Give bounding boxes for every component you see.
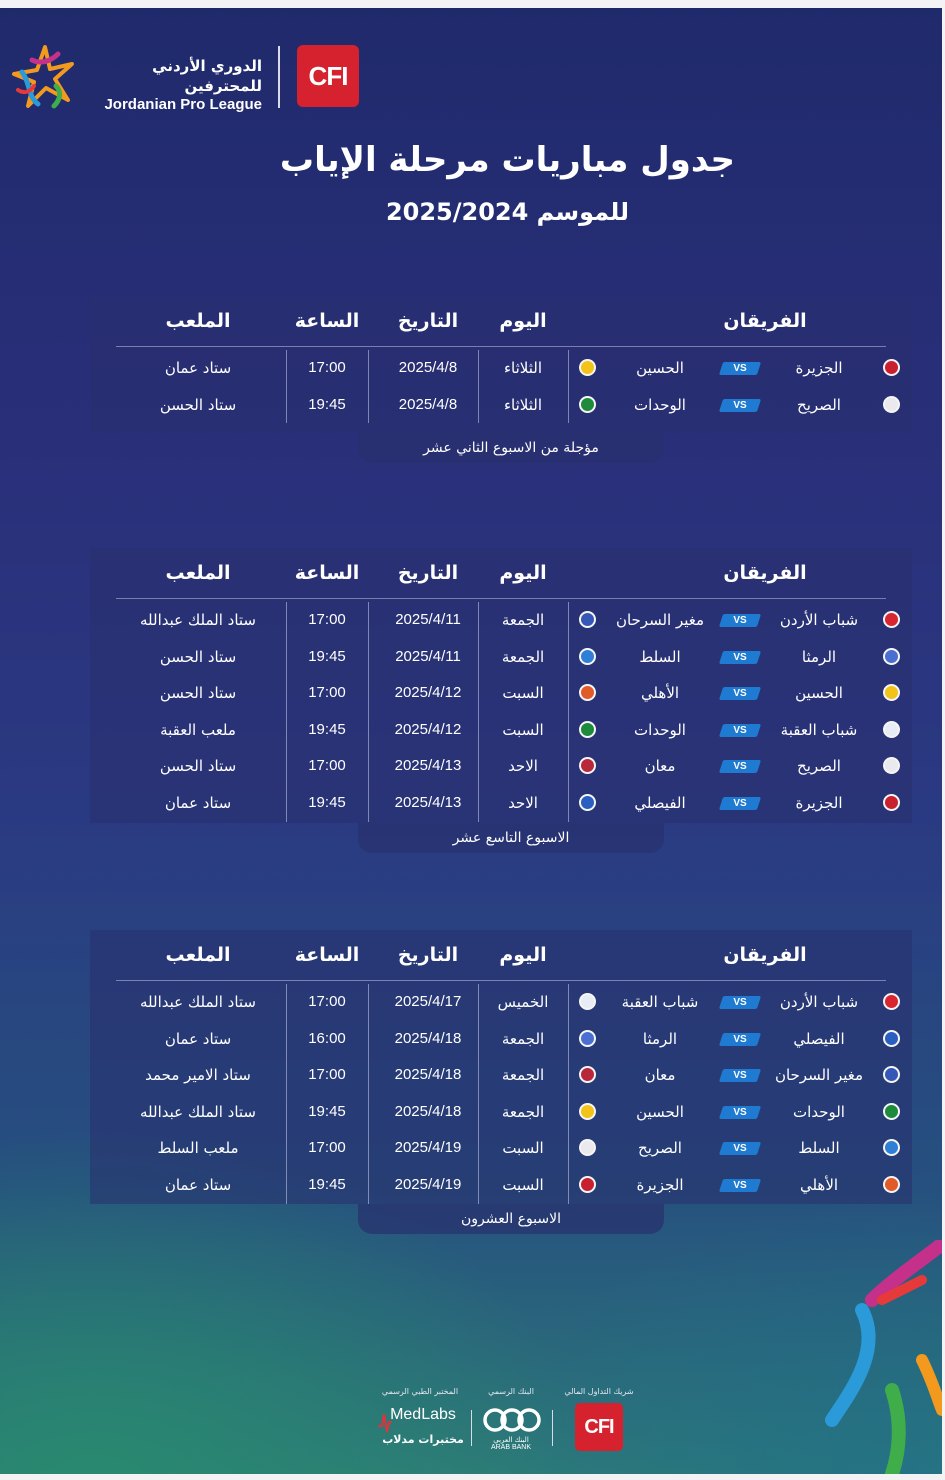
away-team-crest-icon bbox=[579, 648, 596, 665]
date-cell: 2025/4/13 bbox=[394, 794, 462, 811]
league-star-logo-icon bbox=[10, 42, 80, 112]
stadium-cell: ستاد عمان bbox=[164, 1029, 232, 1048]
away-team-name: الصريح bbox=[638, 1139, 682, 1158]
away-team-name: الوحدات bbox=[634, 395, 686, 414]
day-cell: السبت bbox=[502, 720, 544, 739]
date-cell: 2025/4/19 bbox=[394, 1139, 462, 1157]
arab-bank-name-arabic: البنك العربي bbox=[493, 1436, 529, 1444]
column-header-date: التاريخ bbox=[397, 562, 459, 584]
stadium-cell: ستاد الملك عبدالله bbox=[140, 993, 256, 1011]
stadium-cell: ستاد الملك عبدالله bbox=[140, 611, 256, 629]
column-header-time: الساعة bbox=[294, 310, 360, 332]
league-name bbox=[86, 56, 262, 114]
away-team-name: السلط bbox=[639, 647, 681, 666]
column-header-date: التاريخ bbox=[397, 310, 459, 332]
away-team-crest-icon bbox=[579, 1176, 596, 1193]
vs-label: VS bbox=[733, 761, 747, 773]
home-team-name: الحسين bbox=[795, 684, 843, 703]
time-cell: 17:00 bbox=[308, 1066, 346, 1084]
vs-badge bbox=[719, 399, 761, 412]
time-cell: 19:45 bbox=[308, 1176, 346, 1193]
stadium-cell: ستاد عمان bbox=[164, 794, 232, 812]
column-header-time: الساعة bbox=[294, 562, 360, 584]
date-cell: 2025/4/11 bbox=[395, 647, 461, 665]
vs-label: VS bbox=[733, 1106, 747, 1118]
column-header-stadium: الملعب bbox=[165, 562, 231, 584]
stadium-cell: ملعب العقبة bbox=[160, 720, 236, 739]
vs-badge bbox=[719, 760, 761, 773]
column-header-day: اليوم bbox=[499, 562, 547, 584]
date-cell: 2025/4/8 bbox=[398, 395, 458, 413]
date-cell: 2025/4/13 bbox=[394, 757, 462, 775]
away-team-crest-icon bbox=[579, 721, 596, 738]
away-team-crest-icon bbox=[579, 1066, 596, 1083]
fixtures-table bbox=[90, 296, 912, 433]
top-border bbox=[0, 0, 945, 8]
stadium-cell: ملعب السلط bbox=[157, 1139, 239, 1158]
away-team-name: الأهلي bbox=[640, 684, 680, 703]
vs-label: VS bbox=[733, 615, 747, 626]
match-row bbox=[90, 785, 912, 821]
round-caption: الاسبوع العشرون bbox=[358, 1204, 664, 1234]
match-row bbox=[90, 602, 912, 638]
away-team-name: الحسين bbox=[636, 359, 684, 377]
time-cell: 19:45 bbox=[308, 647, 346, 665]
home-team-name: الجزيرة bbox=[795, 794, 843, 812]
sponsor-bank-caption: البنك الرسمي bbox=[488, 1387, 534, 1396]
header-rule bbox=[116, 980, 886, 981]
date-cell: 2025/4/18 bbox=[394, 1029, 462, 1047]
decorative-star-graphic bbox=[822, 1240, 942, 1474]
away-team-name: الحسين bbox=[636, 1102, 684, 1121]
home-team-name: الوحدات bbox=[793, 1102, 845, 1121]
round-caption: الاسبوع التاسع عشر bbox=[358, 823, 664, 853]
header-divider bbox=[278, 46, 280, 108]
vs-label: VS bbox=[733, 724, 747, 736]
stadium-cell: ستاد عمان bbox=[164, 1176, 232, 1194]
away-team-crest-icon bbox=[579, 359, 596, 376]
vs-label: VS bbox=[733, 997, 747, 1008]
vs-badge bbox=[719, 651, 761, 664]
home-team-name: مغير السرحان bbox=[774, 1066, 864, 1085]
home-team-name: الصريح bbox=[797, 395, 841, 414]
match-row bbox=[90, 1021, 912, 1057]
day-cell: الثلاثاء bbox=[503, 395, 542, 414]
stadium-cell: ستاد عمان bbox=[164, 359, 232, 377]
column-header-time: الساعة bbox=[294, 944, 360, 966]
column-header-stadium: الملعب bbox=[165, 944, 231, 966]
time-cell: 19:45 bbox=[308, 1102, 346, 1120]
home-team-name: شباب الأردن bbox=[779, 611, 859, 629]
home-team-name: شباب الأردن bbox=[779, 993, 859, 1011]
medlabs-name-arabic: مختبرات مدلاب bbox=[382, 1433, 464, 1446]
vs-badge bbox=[719, 1106, 761, 1119]
vs-badge bbox=[719, 797, 761, 810]
home-team-name: الرمثا bbox=[801, 647, 837, 666]
match-row bbox=[90, 712, 912, 748]
vs-label: VS bbox=[733, 1143, 747, 1155]
vs-label: VS bbox=[733, 688, 747, 700]
round-caption: مؤجلة من الاسبوع الثاني عشر bbox=[358, 433, 664, 463]
date-cell: 2025/4/12 bbox=[394, 720, 462, 738]
day-cell: الجمعة bbox=[501, 647, 545, 666]
home-team-name: الأهلي bbox=[799, 1176, 839, 1194]
time-cell: 19:45 bbox=[308, 794, 346, 811]
home-team-crest-icon bbox=[883, 396, 900, 413]
stadium-cell: ستاد الحسن bbox=[159, 684, 237, 703]
home-team-crest-icon bbox=[883, 1176, 900, 1193]
footer-divider bbox=[552, 1410, 553, 1446]
vs-label: VS bbox=[733, 1033, 747, 1045]
day-cell: الاحد bbox=[508, 794, 538, 812]
vs-badge bbox=[719, 1069, 761, 1082]
sponsor-cfi-caption: شريك التداول المالي bbox=[564, 1387, 634, 1396]
away-team-crest-icon bbox=[579, 1139, 596, 1156]
time-cell: 19:45 bbox=[308, 395, 346, 413]
day-cell: الاحد bbox=[508, 757, 538, 776]
home-team-name: الصريح bbox=[797, 757, 841, 776]
home-team-name: الجزيرة bbox=[795, 359, 843, 377]
home-team-crest-icon bbox=[883, 721, 900, 738]
arab-bank-name-english: ARAB BANK bbox=[490, 1444, 532, 1451]
stadium-cell: ستاد الامير محمد bbox=[145, 1066, 251, 1085]
time-cell: 17:00 bbox=[308, 993, 346, 1010]
away-team-name: مغير السرحان bbox=[615, 611, 705, 629]
match-row bbox=[90, 1167, 912, 1203]
home-team-name: الفيصلي bbox=[793, 1029, 845, 1048]
match-row bbox=[90, 350, 912, 386]
day-cell: الجمعة bbox=[501, 1066, 545, 1085]
away-team-name: الوحدات bbox=[634, 720, 686, 739]
day-cell: السبت bbox=[502, 684, 544, 703]
header-rule bbox=[116, 598, 886, 599]
date-cell: 2025/4/18 bbox=[394, 1102, 462, 1120]
time-cell: 17:00 bbox=[308, 1139, 346, 1157]
footer-cfi-logo: CFI bbox=[575, 1403, 623, 1451]
home-team-crest-icon bbox=[883, 359, 900, 376]
fixtures-table bbox=[90, 548, 912, 823]
match-row bbox=[90, 1057, 912, 1093]
vs-badge bbox=[719, 362, 761, 375]
date-cell: 2025/4/17 bbox=[394, 993, 462, 1010]
column-header-teams: الفريقان bbox=[723, 562, 807, 584]
match-row bbox=[90, 675, 912, 711]
match-row bbox=[90, 639, 912, 675]
match-row bbox=[90, 1130, 912, 1166]
column-header-teams: الفريقان bbox=[723, 944, 807, 966]
away-team-name: شباب العقبة bbox=[621, 993, 699, 1011]
date-cell: 2025/4/18 bbox=[394, 1066, 462, 1084]
match-row bbox=[90, 387, 912, 423]
home-team-crest-icon bbox=[883, 1139, 900, 1156]
day-cell: الجمعة bbox=[501, 1102, 545, 1121]
home-team-crest-icon bbox=[883, 1103, 900, 1120]
date-cell: 2025/4/12 bbox=[394, 684, 462, 702]
vs-badge bbox=[719, 614, 761, 627]
match-row bbox=[90, 984, 912, 1020]
medlabs-name-english: MedLabs bbox=[390, 1406, 456, 1423]
stadium-cell: ستاد الحسن bbox=[159, 395, 237, 414]
vs-badge bbox=[719, 1033, 761, 1046]
time-cell: 17:00 bbox=[308, 359, 346, 376]
vs-label: VS bbox=[733, 399, 747, 411]
day-cell: الجمعة bbox=[501, 611, 545, 629]
home-team-crest-icon bbox=[883, 794, 900, 811]
vs-label: VS bbox=[733, 1070, 747, 1082]
away-team-name: الجزيرة bbox=[636, 1176, 684, 1194]
home-team-name: السلط bbox=[798, 1139, 840, 1158]
away-team-name: الفيصلي bbox=[634, 794, 686, 812]
vs-label: VS bbox=[733, 651, 747, 663]
header-rule bbox=[116, 346, 886, 347]
home-team-crest-icon bbox=[883, 757, 900, 774]
bottom-border bbox=[0, 1474, 945, 1480]
away-team-crest-icon bbox=[579, 757, 596, 774]
home-team-crest-icon bbox=[883, 611, 900, 628]
day-cell: الجمعة bbox=[501, 1029, 545, 1048]
home-team-crest-icon bbox=[883, 993, 900, 1010]
day-cell: السبت bbox=[502, 1176, 544, 1194]
vs-badge bbox=[719, 1179, 761, 1192]
sponsor-lab-caption: المختبر الطبي الرسمي bbox=[381, 1387, 459, 1396]
time-cell: 19:45 bbox=[308, 720, 346, 738]
league-name-arabic: الدوري الأردني للمحترفين bbox=[152, 57, 262, 95]
away-team-crest-icon bbox=[579, 1103, 596, 1120]
stadium-cell: ستاد الملك عبدالله bbox=[140, 1102, 256, 1121]
away-team-crest-icon bbox=[579, 794, 596, 811]
away-team-crest-icon bbox=[579, 1030, 596, 1047]
vs-label: VS bbox=[733, 1180, 747, 1191]
date-cell: 2025/4/8 bbox=[398, 359, 458, 376]
time-cell: 17:00 bbox=[308, 684, 346, 702]
away-team-crest-icon bbox=[579, 993, 596, 1010]
cfi-logo: CFI bbox=[297, 45, 359, 107]
away-team-name: الرمثا bbox=[642, 1029, 678, 1048]
date-cell: 2025/4/11 bbox=[395, 611, 461, 628]
vs-label: VS bbox=[733, 798, 747, 809]
time-cell: 17:00 bbox=[308, 611, 346, 628]
home-team-crest-icon bbox=[883, 1030, 900, 1047]
away-team-crest-icon bbox=[579, 684, 596, 701]
footer-divider bbox=[471, 1410, 472, 1446]
vs-label: VS bbox=[733, 363, 747, 374]
league-name-english: Jordanian Pro League bbox=[104, 96, 262, 113]
stadium-cell: ستاد الحسن bbox=[159, 757, 237, 776]
match-row bbox=[90, 1094, 912, 1130]
column-header-teams: الفريقان bbox=[723, 310, 807, 332]
time-cell: 16:00 bbox=[308, 1029, 346, 1047]
day-cell: الثلاثاء bbox=[503, 359, 542, 377]
away-team-crest-icon bbox=[579, 611, 596, 628]
column-header-date: التاريخ bbox=[397, 944, 459, 966]
day-cell: الخميس bbox=[497, 993, 549, 1011]
vs-badge bbox=[719, 687, 761, 700]
time-cell: 17:00 bbox=[308, 757, 346, 775]
home-team-name: شباب العقبة bbox=[780, 720, 858, 739]
away-team-crest-icon bbox=[579, 396, 596, 413]
arab-bank-logo-icon bbox=[483, 1405, 541, 1435]
column-header-stadium: الملعب bbox=[165, 310, 231, 332]
home-team-crest-icon bbox=[883, 1066, 900, 1083]
home-team-crest-icon bbox=[883, 684, 900, 701]
day-cell: السبت bbox=[502, 1139, 544, 1158]
match-row bbox=[90, 748, 912, 784]
column-header-day: اليوم bbox=[499, 310, 547, 332]
away-team-name: معان bbox=[644, 757, 676, 776]
away-team-name: معان bbox=[644, 1066, 676, 1085]
vs-badge bbox=[719, 996, 761, 1009]
vs-badge bbox=[719, 724, 761, 737]
date-cell: 2025/4/19 bbox=[394, 1176, 462, 1193]
vs-badge bbox=[719, 1142, 761, 1155]
home-team-crest-icon bbox=[883, 648, 900, 665]
stadium-cell: ستاد الحسن bbox=[159, 647, 237, 666]
page-subtitle: للموسم 2025/2024 bbox=[385, 198, 630, 226]
page-title: جدول مباريات مرحلة الإياب bbox=[279, 140, 736, 180]
column-header-day: اليوم bbox=[499, 944, 547, 966]
fixtures-table bbox=[90, 930, 912, 1204]
